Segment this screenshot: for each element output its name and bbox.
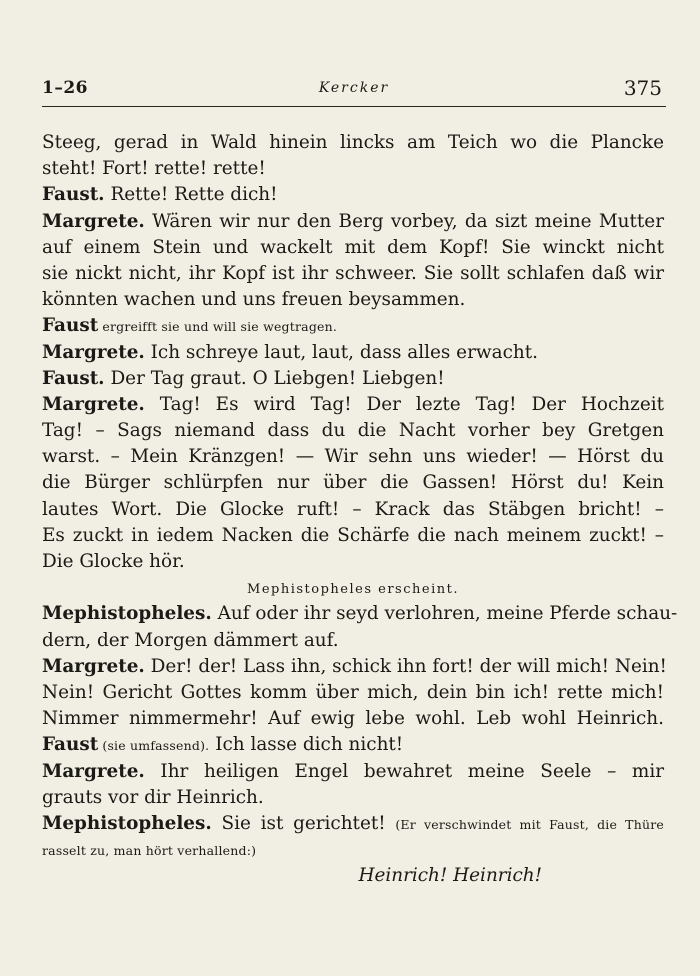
- text-line: [42, 470, 664, 496]
- text-line: [42, 156, 664, 182]
- dialogue-text: könnten wachen und uns freuen beysammen.: [42, 289, 466, 311]
- dialogue-text: Tag! Es wird Tag! Der lezte Tag! Der Hochzeit: [144, 393, 664, 415]
- text-line: [42, 601, 678, 627]
- dialogue-text: Der! der! Lass ihn, schick ihn fort! der will mich! Nein!: [144, 655, 667, 677]
- speaker-name: Margrete.: [42, 341, 145, 363]
- text-line: [42, 261, 664, 287]
- closing-line: [42, 863, 664, 889]
- running-header: [42, 74, 666, 104]
- dialogue-text: Nimmer nimmermehr! Auf ewig lebe wohl. Leb wohl Heinrich.: [42, 708, 664, 730]
- speaker-name: Margrete.: [42, 393, 145, 415]
- text-line: [42, 130, 664, 156]
- dialogue-text: Der Tag graut. O Liebgen! Liebgen!: [104, 367, 445, 389]
- text-line: [42, 759, 664, 785]
- speaker-name: Margrete.: [42, 655, 145, 677]
- speaker-name: Faust.: [42, 367, 105, 389]
- speaker-name: Faust: [42, 315, 99, 337]
- stage-direction: (sie umfassend).: [98, 738, 210, 754]
- text-line: [42, 706, 664, 732]
- dialogue-text: Heinrich! Heinrich!: [358, 865, 542, 887]
- text-line: [42, 523, 664, 549]
- stage-direction: (Er verschwindet mit Faust, die Thüre: [395, 816, 664, 832]
- text-line: [42, 366, 664, 392]
- dialogue-text: lautes Wort. Die Glocke ruft! – Krack das Stäbgen bricht! –: [42, 498, 664, 520]
- text-line: [42, 811, 664, 837]
- dialogue-text: Ich schreye laut, laut, dass alles erwacht.: [144, 341, 538, 363]
- stage-direction: Mephistopheles erscheint.: [247, 582, 459, 598]
- text-line: [42, 785, 664, 811]
- page-number: 375: [623, 76, 662, 100]
- text-line: [42, 497, 664, 523]
- dialogue-text: steht! Fort! rette! rette!: [42, 158, 266, 180]
- text-line: [42, 654, 667, 680]
- text-line: [42, 549, 664, 575]
- dialogue-text: Rette! Rette dich!: [104, 184, 278, 206]
- text-line: [42, 680, 664, 706]
- text-line: [42, 235, 664, 261]
- dialogue-text: dern, der Morgen dämmert auf.: [42, 629, 339, 651]
- text-line: [42, 182, 664, 208]
- header-rule: [42, 106, 666, 107]
- speaker-name: Mephistopheles.: [42, 812, 212, 834]
- dialogue-text: Ihr heiligen Engel bewahret meine Seele – mir: [144, 760, 664, 782]
- dialogue-text: Wären wir nur den Berg vorbey, da sizt meine Mutter: [144, 210, 664, 232]
- stage-direction: ergreifft sie und will sie wegtragen.: [98, 319, 338, 335]
- stage-direction: rasselt zu, man hört verhallend:): [42, 843, 257, 859]
- dialogue-text: auf einem Stein und wackelt mit dem Kopf! Sie winckt nicht: [42, 236, 664, 258]
- play-text: [42, 130, 678, 889]
- scene-title: Kercker: [318, 80, 390, 96]
- speaker-name: Faust: [42, 734, 99, 756]
- dialogue-text: Ich lasse dich nicht!: [209, 734, 404, 756]
- text-line: [42, 209, 664, 235]
- text-line: [42, 313, 664, 339]
- text-line: [42, 418, 664, 444]
- dialogue-text: Steeg, gerad in Wald hinein lincks am Teich wo die Plancke: [42, 132, 664, 153]
- dialogue-text: Auf oder ihr seyd verlohren, meine Pferde schau-: [211, 603, 678, 625]
- dialogue-text: Nein! Gericht Gottes komm über mich, dein bin ich! rette mich!: [42, 681, 664, 703]
- dialogue-text: warst. – Mein Kränzgen! — Wir sehn uns wieder! — Hörst du: [42, 446, 664, 468]
- dialogue-text: die Bürger schlürpfen nur über die Gassen! Hörst du! Kein: [42, 472, 664, 494]
- text-line: [42, 444, 664, 470]
- dialogue-text: Tag! – Sags niemand dass du die Nacht vorher bey Gretgen: [42, 420, 664, 442]
- act-scene-label: 1–26: [42, 78, 88, 98]
- speaker-name: Margrete.: [42, 210, 145, 232]
- text-line: [42, 732, 664, 758]
- text-line: [42, 287, 664, 313]
- dialogue-text: grauts vor dir Heinrich.: [42, 786, 264, 808]
- text-line: [42, 837, 664, 863]
- speaker-name: Margrete.: [42, 760, 145, 782]
- speaker-name: Mephistopheles.: [42, 603, 212, 625]
- speaker-name: Faust.: [42, 184, 105, 206]
- dialogue-text: Sie ist gerichtet!: [211, 812, 396, 834]
- text-line: [42, 340, 664, 366]
- stage-direction-line: [42, 575, 664, 601]
- dialogue-text: sie nickt nicht, ihr Kopf ist ihr schweer. Sie sollt schlafen daß wir: [42, 262, 664, 284]
- dialogue-text: Die Glocke hör.: [42, 551, 185, 572]
- dialogue-text: Es zuckt in iedem Nacken die Schärfe die nach meinem zuckt! –: [42, 524, 664, 546]
- text-line: [42, 628, 664, 654]
- text-line: [42, 392, 664, 418]
